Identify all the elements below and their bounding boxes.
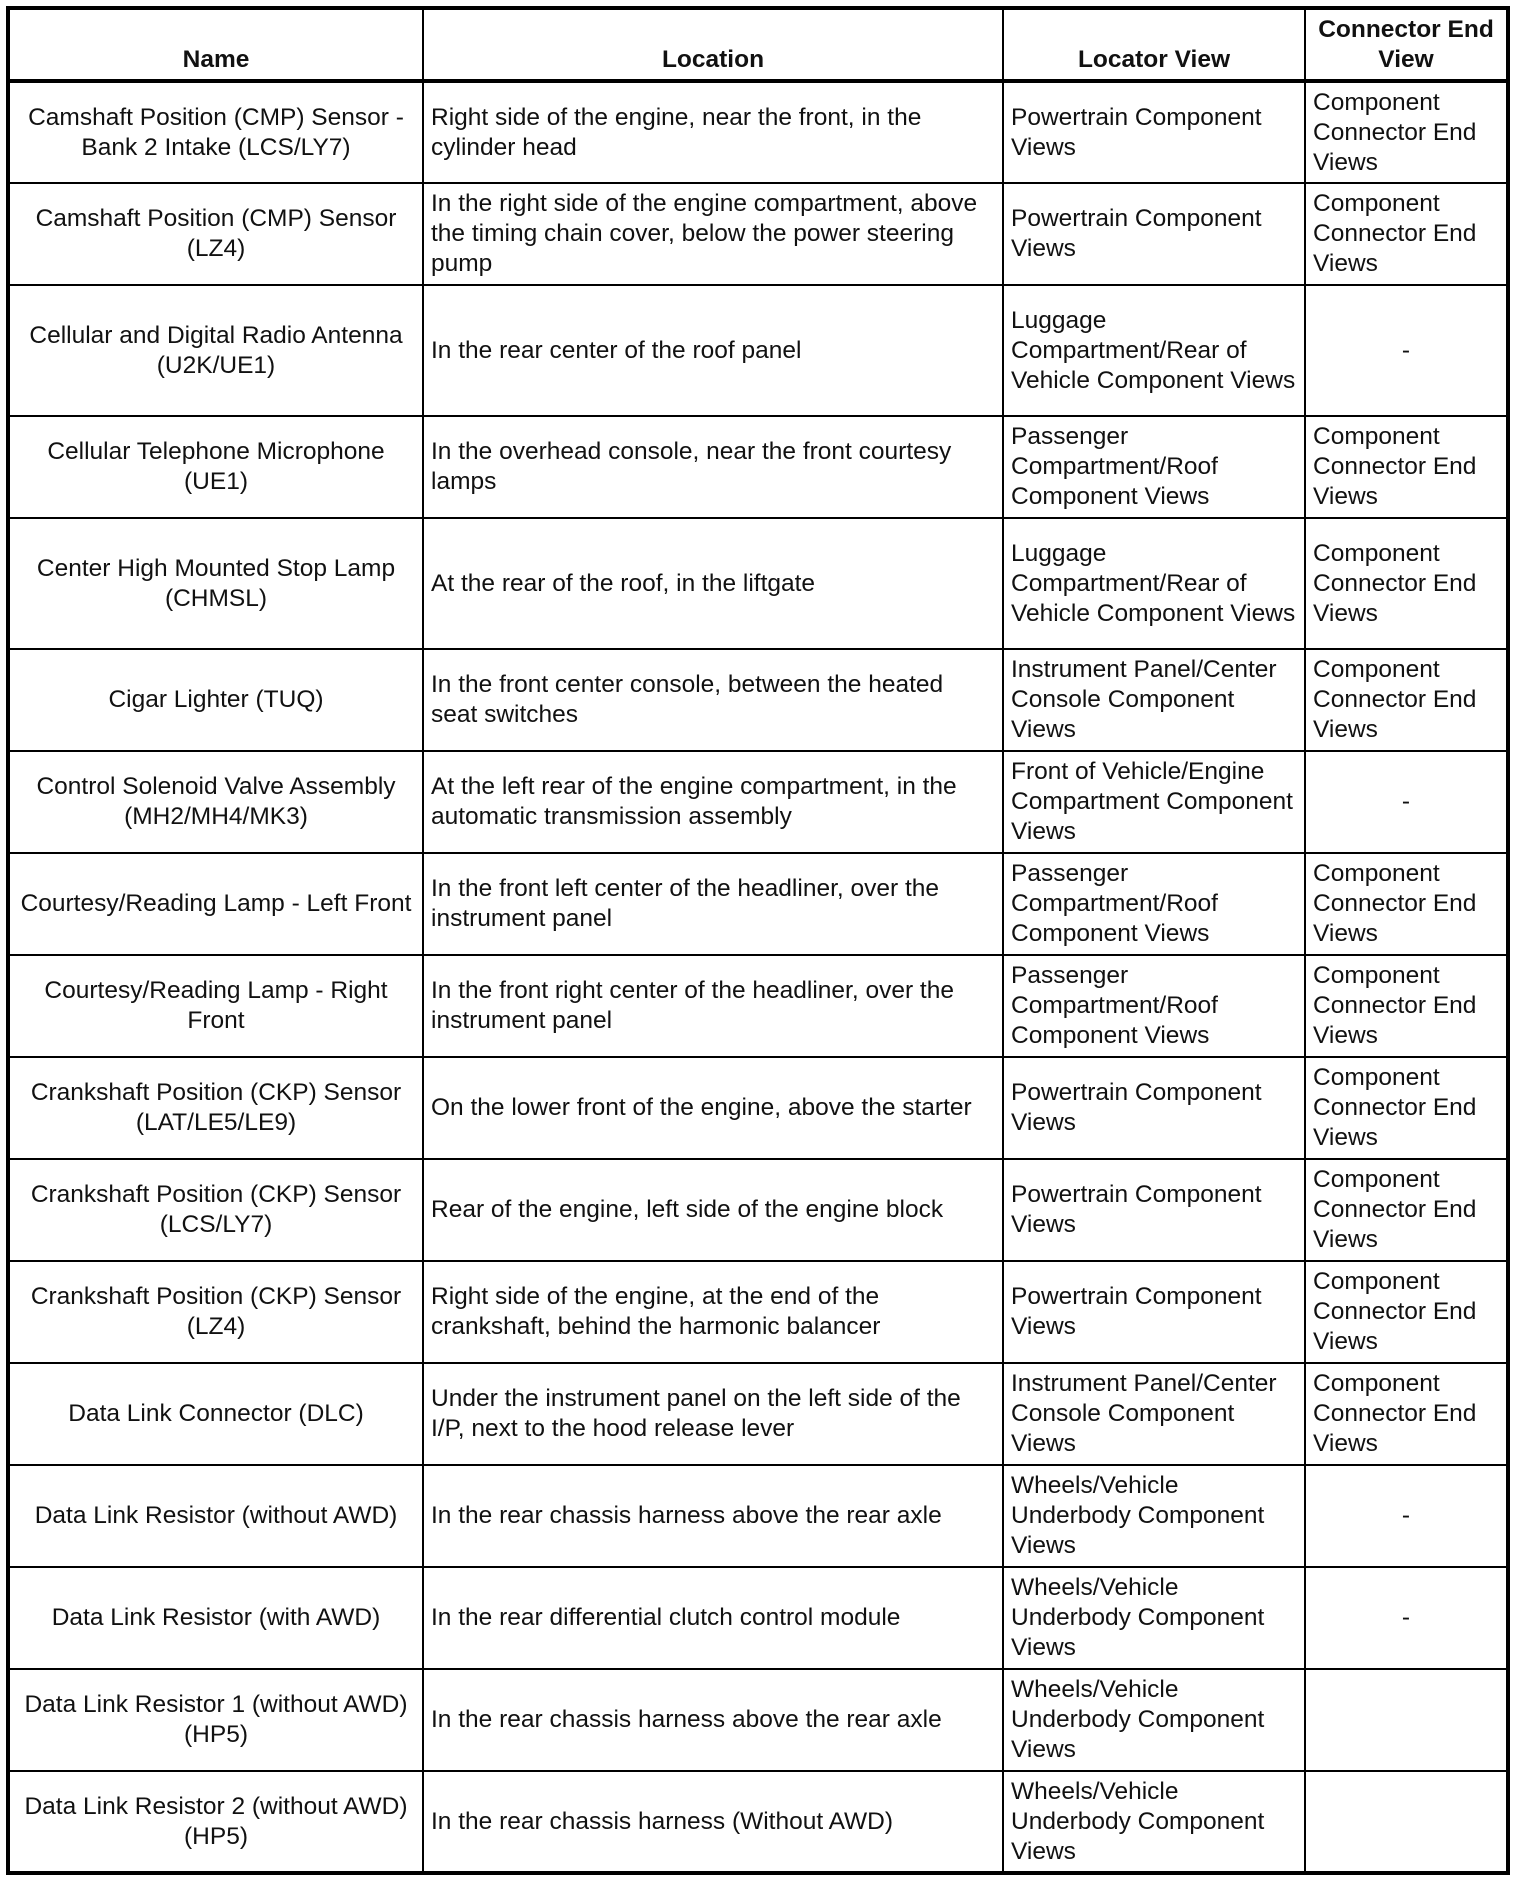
table-row [8, 81, 1508, 183]
row-location: Under the instrument panel on the left side of the I/P, next to the hood release lever [423, 1363, 1003, 1465]
row-locator-view: Wheels/Vehicle Underbody Component Views [1003, 1771, 1305, 1873]
row-connector-end-view [1305, 1771, 1508, 1873]
row-location: In the front right center of the headliner, over the instrument panel [423, 955, 1003, 1057]
row-locator-view: Instrument Panel/Center Console Component Views [1003, 1363, 1305, 1465]
table-row [8, 1363, 1508, 1465]
row-connector-end-view: Component Connector End Views [1305, 1057, 1508, 1159]
table-row [8, 649, 1508, 751]
row-location: In the overhead console, near the front courtesy lamps [423, 416, 1003, 518]
row-location: In the rear chassis harness above the rear axle [423, 1465, 1003, 1567]
row-locator-view: Passenger Compartment/Roof Component Views [1003, 416, 1305, 518]
row-locator-view: Instrument Panel/Center Console Component Views [1003, 649, 1305, 751]
row-connector-end-view: Component Connector End Views [1305, 1261, 1508, 1363]
table-row [8, 1057, 1508, 1159]
row-name: Data Link Resistor 1 (without AWD) (HP5) [8, 1669, 423, 1771]
header-locator-view: Locator View [1003, 8, 1305, 81]
row-name: Cellular and Digital Radio Antenna (U2K/UE1) [8, 285, 423, 416]
row-connector-end-view: Component Connector End Views [1305, 81, 1508, 183]
row-name: Cellular Telephone Microphone (UE1) [8, 416, 423, 518]
row-connector-end-view: Component Connector End Views [1305, 518, 1508, 649]
row-locator-view: Passenger Compartment/Roof Component Views [1003, 853, 1305, 955]
row-location: In the rear chassis harness above the rear axle [423, 1669, 1003, 1771]
header-location: Location [423, 8, 1003, 81]
table-header [8, 8, 1508, 81]
row-connector-end-view: Component Connector End Views [1305, 955, 1508, 1057]
row-locator-view: Luggage Compartment/Rear of Vehicle Component Views [1003, 285, 1305, 416]
row-name: Crankshaft Position (CKP) Sensor (LZ4) [8, 1261, 423, 1363]
row-connector-end-view: - [1305, 1465, 1508, 1567]
component-locator-table [6, 6, 1510, 1875]
row-locator-view: Wheels/Vehicle Underbody Component Views [1003, 1669, 1305, 1771]
row-connector-end-view [1305, 1669, 1508, 1771]
row-connector-end-view: - [1305, 1567, 1508, 1669]
table-row [8, 1261, 1508, 1363]
row-location: In the rear differential clutch control module [423, 1567, 1003, 1669]
row-name: Cigar Lighter (TUQ) [8, 649, 423, 751]
table-row [8, 1159, 1508, 1261]
row-connector-end-view: - [1305, 751, 1508, 853]
component-locator-sheet [6, 6, 1506, 1875]
row-name: Camshaft Position (CMP) Sensor (LZ4) [8, 183, 423, 285]
row-location: In the rear center of the roof panel [423, 285, 1003, 416]
table-row [8, 1567, 1508, 1669]
row-location: Right side of the engine, at the end of the crankshaft, behind the harmonic balancer [423, 1261, 1003, 1363]
row-name: Crankshaft Position (CKP) Sensor (LCS/LY7) [8, 1159, 423, 1261]
table-row [8, 416, 1508, 518]
header-name: Name [8, 8, 423, 81]
row-location: On the lower front of the engine, above the starter [423, 1057, 1003, 1159]
row-name: Data Link Resistor (with AWD) [8, 1567, 423, 1669]
row-name: Data Link Resistor (without AWD) [8, 1465, 423, 1567]
row-locator-view: Wheels/Vehicle Underbody Component Views [1003, 1465, 1305, 1567]
table-row [8, 518, 1508, 649]
row-name: Camshaft Position (CMP) Sensor - Bank 2 Intake (LCS/LY7) [8, 81, 423, 183]
header-connector-end-view: Connector End View [1305, 8, 1508, 81]
row-location: In the rear chassis harness (Without AWD) [423, 1771, 1003, 1873]
row-connector-end-view: Component Connector End Views [1305, 1159, 1508, 1261]
table-row [8, 955, 1508, 1057]
row-name: Courtesy/Reading Lamp - Left Front [8, 853, 423, 955]
row-location: In the front left center of the headliner, over the instrument panel [423, 853, 1003, 955]
row-location: At the left rear of the engine compartment, in the automatic transmission assembly [423, 751, 1003, 853]
row-connector-end-view: Component Connector End Views [1305, 416, 1508, 518]
row-name: Center High Mounted Stop Lamp (CHMSL) [8, 518, 423, 649]
table-row [8, 285, 1508, 416]
table-row [8, 1465, 1508, 1567]
row-name: Crankshaft Position (CKP) Sensor (LAT/LE5/LE9) [8, 1057, 423, 1159]
table-row [8, 183, 1508, 285]
header-row [8, 8, 1508, 81]
row-location: Right side of the engine, near the front, in the cylinder head [423, 81, 1003, 183]
row-locator-view: Passenger Compartment/Roof Component Views [1003, 955, 1305, 1057]
row-location: At the rear of the roof, in the liftgate [423, 518, 1003, 649]
row-connector-end-view: Component Connector End Views [1305, 853, 1508, 955]
table-body [8, 81, 1508, 1873]
row-locator-view: Powertrain Component Views [1003, 1159, 1305, 1261]
row-connector-end-view: Component Connector End Views [1305, 1363, 1508, 1465]
table-row [8, 1771, 1508, 1873]
row-locator-view: Wheels/Vehicle Underbody Component Views [1003, 1567, 1305, 1669]
row-connector-end-view: Component Connector End Views [1305, 649, 1508, 751]
row-name: Control Solenoid Valve Assembly (MH2/MH4/MK3) [8, 751, 423, 853]
row-connector-end-view: - [1305, 285, 1508, 416]
row-location: In the front center console, between the heated seat switches [423, 649, 1003, 751]
row-location: In the right side of the engine compartment, above the timing chain cover, below the power steering pump [423, 183, 1003, 285]
row-locator-view: Powertrain Component Views [1003, 81, 1305, 183]
table-row [8, 853, 1508, 955]
row-name: Data Link Connector (DLC) [8, 1363, 423, 1465]
row-connector-end-view: Component Connector End Views [1305, 183, 1508, 285]
table-row [8, 1669, 1508, 1771]
row-locator-view: Powertrain Component Views [1003, 1057, 1305, 1159]
row-name: Courtesy/Reading Lamp - Right Front [8, 955, 423, 1057]
table-row [8, 751, 1508, 853]
row-locator-view: Front of Vehicle/Engine Compartment Component Views [1003, 751, 1305, 853]
row-location: Rear of the engine, left side of the engine block [423, 1159, 1003, 1261]
row-locator-view: Powertrain Component Views [1003, 183, 1305, 285]
row-name: Data Link Resistor 2 (without AWD) (HP5) [8, 1771, 423, 1873]
row-locator-view: Luggage Compartment/Rear of Vehicle Component Views [1003, 518, 1305, 649]
row-locator-view: Powertrain Component Views [1003, 1261, 1305, 1363]
